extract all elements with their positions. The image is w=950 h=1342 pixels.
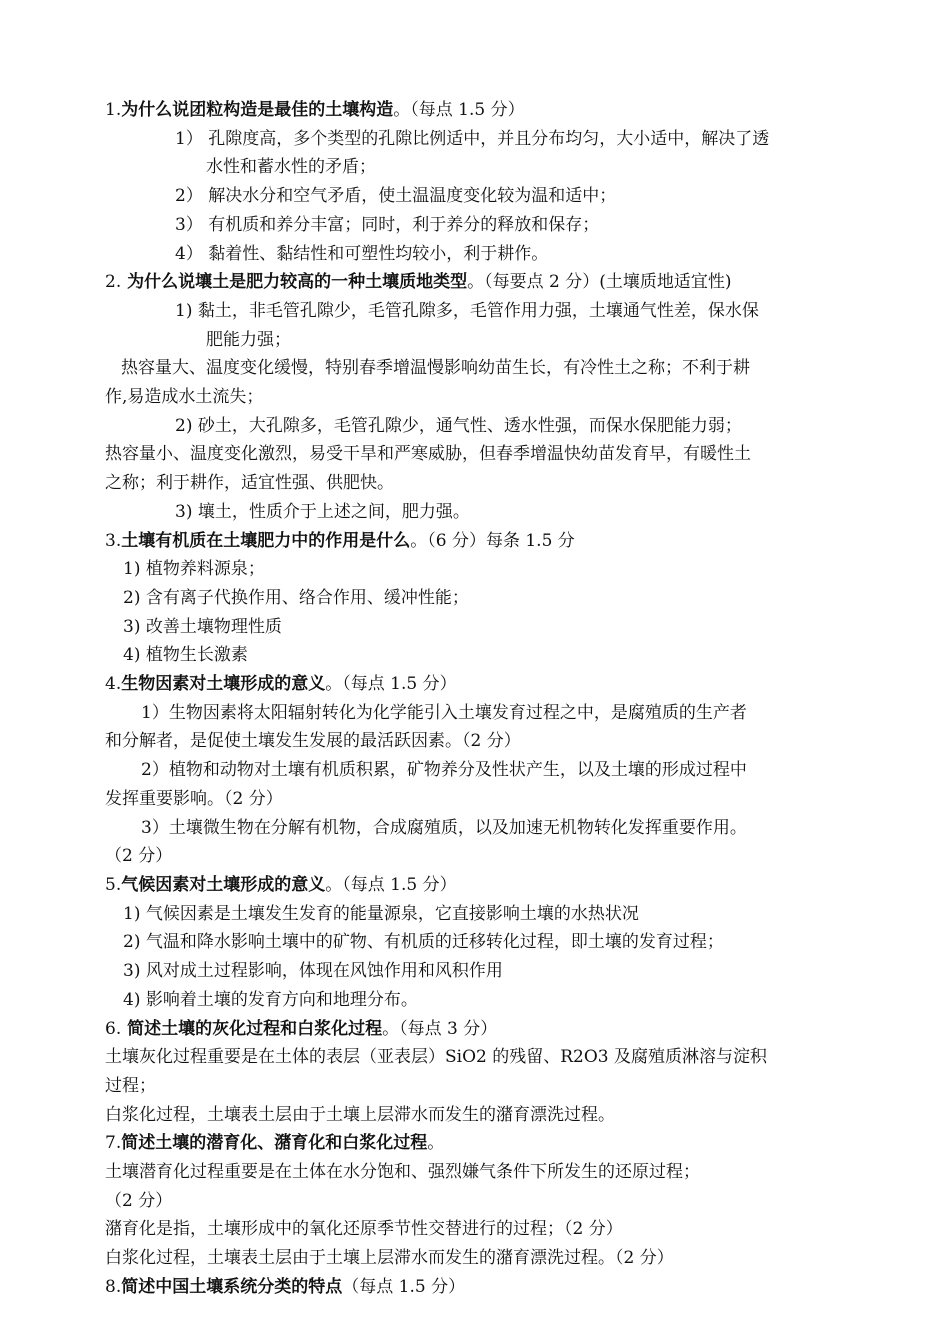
answer-line: 作,易造成水土流失； xyxy=(105,387,264,408)
answer-item: 4） 黏着性、黏结性和可塑性均较小，利于耕作。 xyxy=(175,243,549,264)
answer-line: 1) 黏土，非毛管孔隙少，毛管孔隙多，毛管作用力强，土壤通气性差，保水保 xyxy=(175,300,759,321)
answer-line: 潴育化是指，土壤形成中的氧化还原季节性交替进行的过程；（2 分） xyxy=(105,1219,623,1240)
question-4-heading xyxy=(105,670,847,699)
question-title: 气候因素对土壤形成的意义 xyxy=(121,874,326,895)
question-title: 为什么说团粒构造是最佳的土壤构造 xyxy=(121,100,394,120)
question-7-heading xyxy=(105,1129,847,1158)
question-note: 。（每点 1.5 分） xyxy=(325,674,457,695)
answer-line: 肥能力强； xyxy=(206,329,291,350)
answer-line: 3) 壤土，性质介于上述之间，肥力强。 xyxy=(175,501,470,522)
question-title: 土壤有机质在土壤肥力中的作用是什么 xyxy=(121,530,411,551)
answer-item: 3） 有机质和养分丰富；同时，利于养分的释放和保存； xyxy=(175,214,600,235)
question-note: （每点 1.5 分） xyxy=(342,1276,466,1297)
answer-line: 2) 砂土，大孔隙多，毛管孔隙少，通气性、透水性强，而保水保肥能力弱； xyxy=(175,415,742,436)
answer-line: 白浆化过程，土壤表土层由于土壤上层滞水而发生的潴育漂洗过程。 xyxy=(105,1104,615,1125)
answer-line: 过程； xyxy=(105,1075,156,1096)
question-title: 简述土壤的潜育化、潴育化和白浆化过程 xyxy=(121,1133,428,1154)
question-note: 。（6 分）每条 1.5 分 xyxy=(410,530,575,551)
answer-item: 3) 风对成土过程影响，体现在风蚀作用和风积作用 xyxy=(123,961,503,982)
question-number: 6. xyxy=(105,1018,122,1039)
answer-line: 之称；利于耕作，适宜性强、供肥快。 xyxy=(105,473,394,494)
answer-line: 土壤灰化过程重要是在土体的表层（亚表层）SiO2 的残留、R2O3 及腐殖质淋溶与淀积 xyxy=(105,1047,768,1068)
answer-item: 2） 解决水分和空气矛盾，使土温温度变化较为温和适中； xyxy=(175,186,617,207)
document-body xyxy=(105,96,847,1302)
answer-line: 热容量小、温度变化激烈，易受干旱和严寒威胁，但春季增温快幼苗发育早，有暖性土 xyxy=(105,444,751,465)
answer-line: 土壤潜育化过程重要是在土体在水分饱和、强烈嫌气条件下所发生的还原过程； xyxy=(105,1162,700,1183)
answer-line: 白浆化过程，土壤表土层由于土壤上层滞水而发生的潴育漂洗过程。（2 分） xyxy=(105,1248,674,1269)
answer-item: 1) 气候因素是土壤发生发育的能量源泉，它直接影响土壤的水热状况 xyxy=(123,903,639,924)
question-title: 简述土壤的灰化过程和白浆化过程 xyxy=(121,1018,383,1039)
answer-item: 1） 孔隙度高，多个类型的孔隙比例适中，并且分布均匀，大小适中，解决了透 xyxy=(175,128,770,149)
question-number: 8. xyxy=(105,1276,122,1297)
answer-line: （2 分） xyxy=(105,846,173,867)
question-title: 为什么说壤土是肥力较高的一种土壤质地类型 xyxy=(121,272,468,293)
answer-line: 2）植物和动物对土壤有机质积累，矿物养分及性状产生，以及土壤的形成过程中 xyxy=(141,760,747,781)
answer-item: 3) 改善土壤物理性质 xyxy=(123,616,282,637)
question-number: 7. xyxy=(105,1133,122,1154)
answer-line: 发挥重要影响。（2 分） xyxy=(105,788,283,809)
answer-line: （2 分） xyxy=(105,1190,173,1211)
question-5-heading xyxy=(105,871,847,900)
question-note: 。（每点 3 分） xyxy=(382,1018,498,1039)
question-number: 3. xyxy=(105,530,122,551)
answer-item: 4) 影响着土壤的发育方向和地理分布。 xyxy=(123,989,418,1010)
question-title: 生物因素对土壤形成的意义 xyxy=(121,674,326,695)
answer-item: 2) 含有离子代换作用、络合作用、缓冲性能； xyxy=(123,587,469,608)
answer-line: 和分解者，是促使土壤发生发展的最活跃因素。（2 分） xyxy=(105,731,521,752)
question-title: 简述中国土壤系统分类的特点 xyxy=(121,1276,343,1297)
question-note: 。（每要点 2 分）(土壤质地适宜性) xyxy=(467,272,732,293)
question-note: 。（每点 1.5 分） xyxy=(325,874,457,895)
question-1-heading xyxy=(105,96,847,125)
answer-item-continuation: 水性和蓄水性的矛盾； xyxy=(206,157,376,178)
question-number: 5. xyxy=(105,874,122,895)
answer-line: 3）土壤微生物在分解有机物，合成腐殖质，以及加速无机物转化发挥重要作用。 xyxy=(141,817,747,838)
question-number: 2. xyxy=(105,272,122,293)
question-6-heading xyxy=(105,1015,847,1044)
answer-line: 热容量大、温度变化缓慢，特别春季增温慢影响幼苗生长，有冷性土之称；不利于耕 xyxy=(121,358,750,379)
answer-item: 1) 植物养料源泉； xyxy=(123,559,265,580)
question-3-heading xyxy=(105,527,847,556)
question-number: 4. xyxy=(105,674,122,695)
answer-item: 2) 气温和降水影响土壤中的矿物、有机质的迁移转化过程，即土壤的发育过程； xyxy=(123,932,724,953)
question-2-heading xyxy=(105,268,847,297)
question-8-heading xyxy=(105,1273,847,1302)
question-number: 1. xyxy=(105,100,122,120)
answer-item: 4) 植物生长激素 xyxy=(123,645,248,666)
question-note: 。 xyxy=(427,1133,445,1154)
answer-line: 1）生物因素将太阳辐射转化为化学能引入土壤发育过程之中，是腐殖质的生产者 xyxy=(141,702,747,723)
question-note: 。（每点 1.5 分） xyxy=(393,100,525,120)
